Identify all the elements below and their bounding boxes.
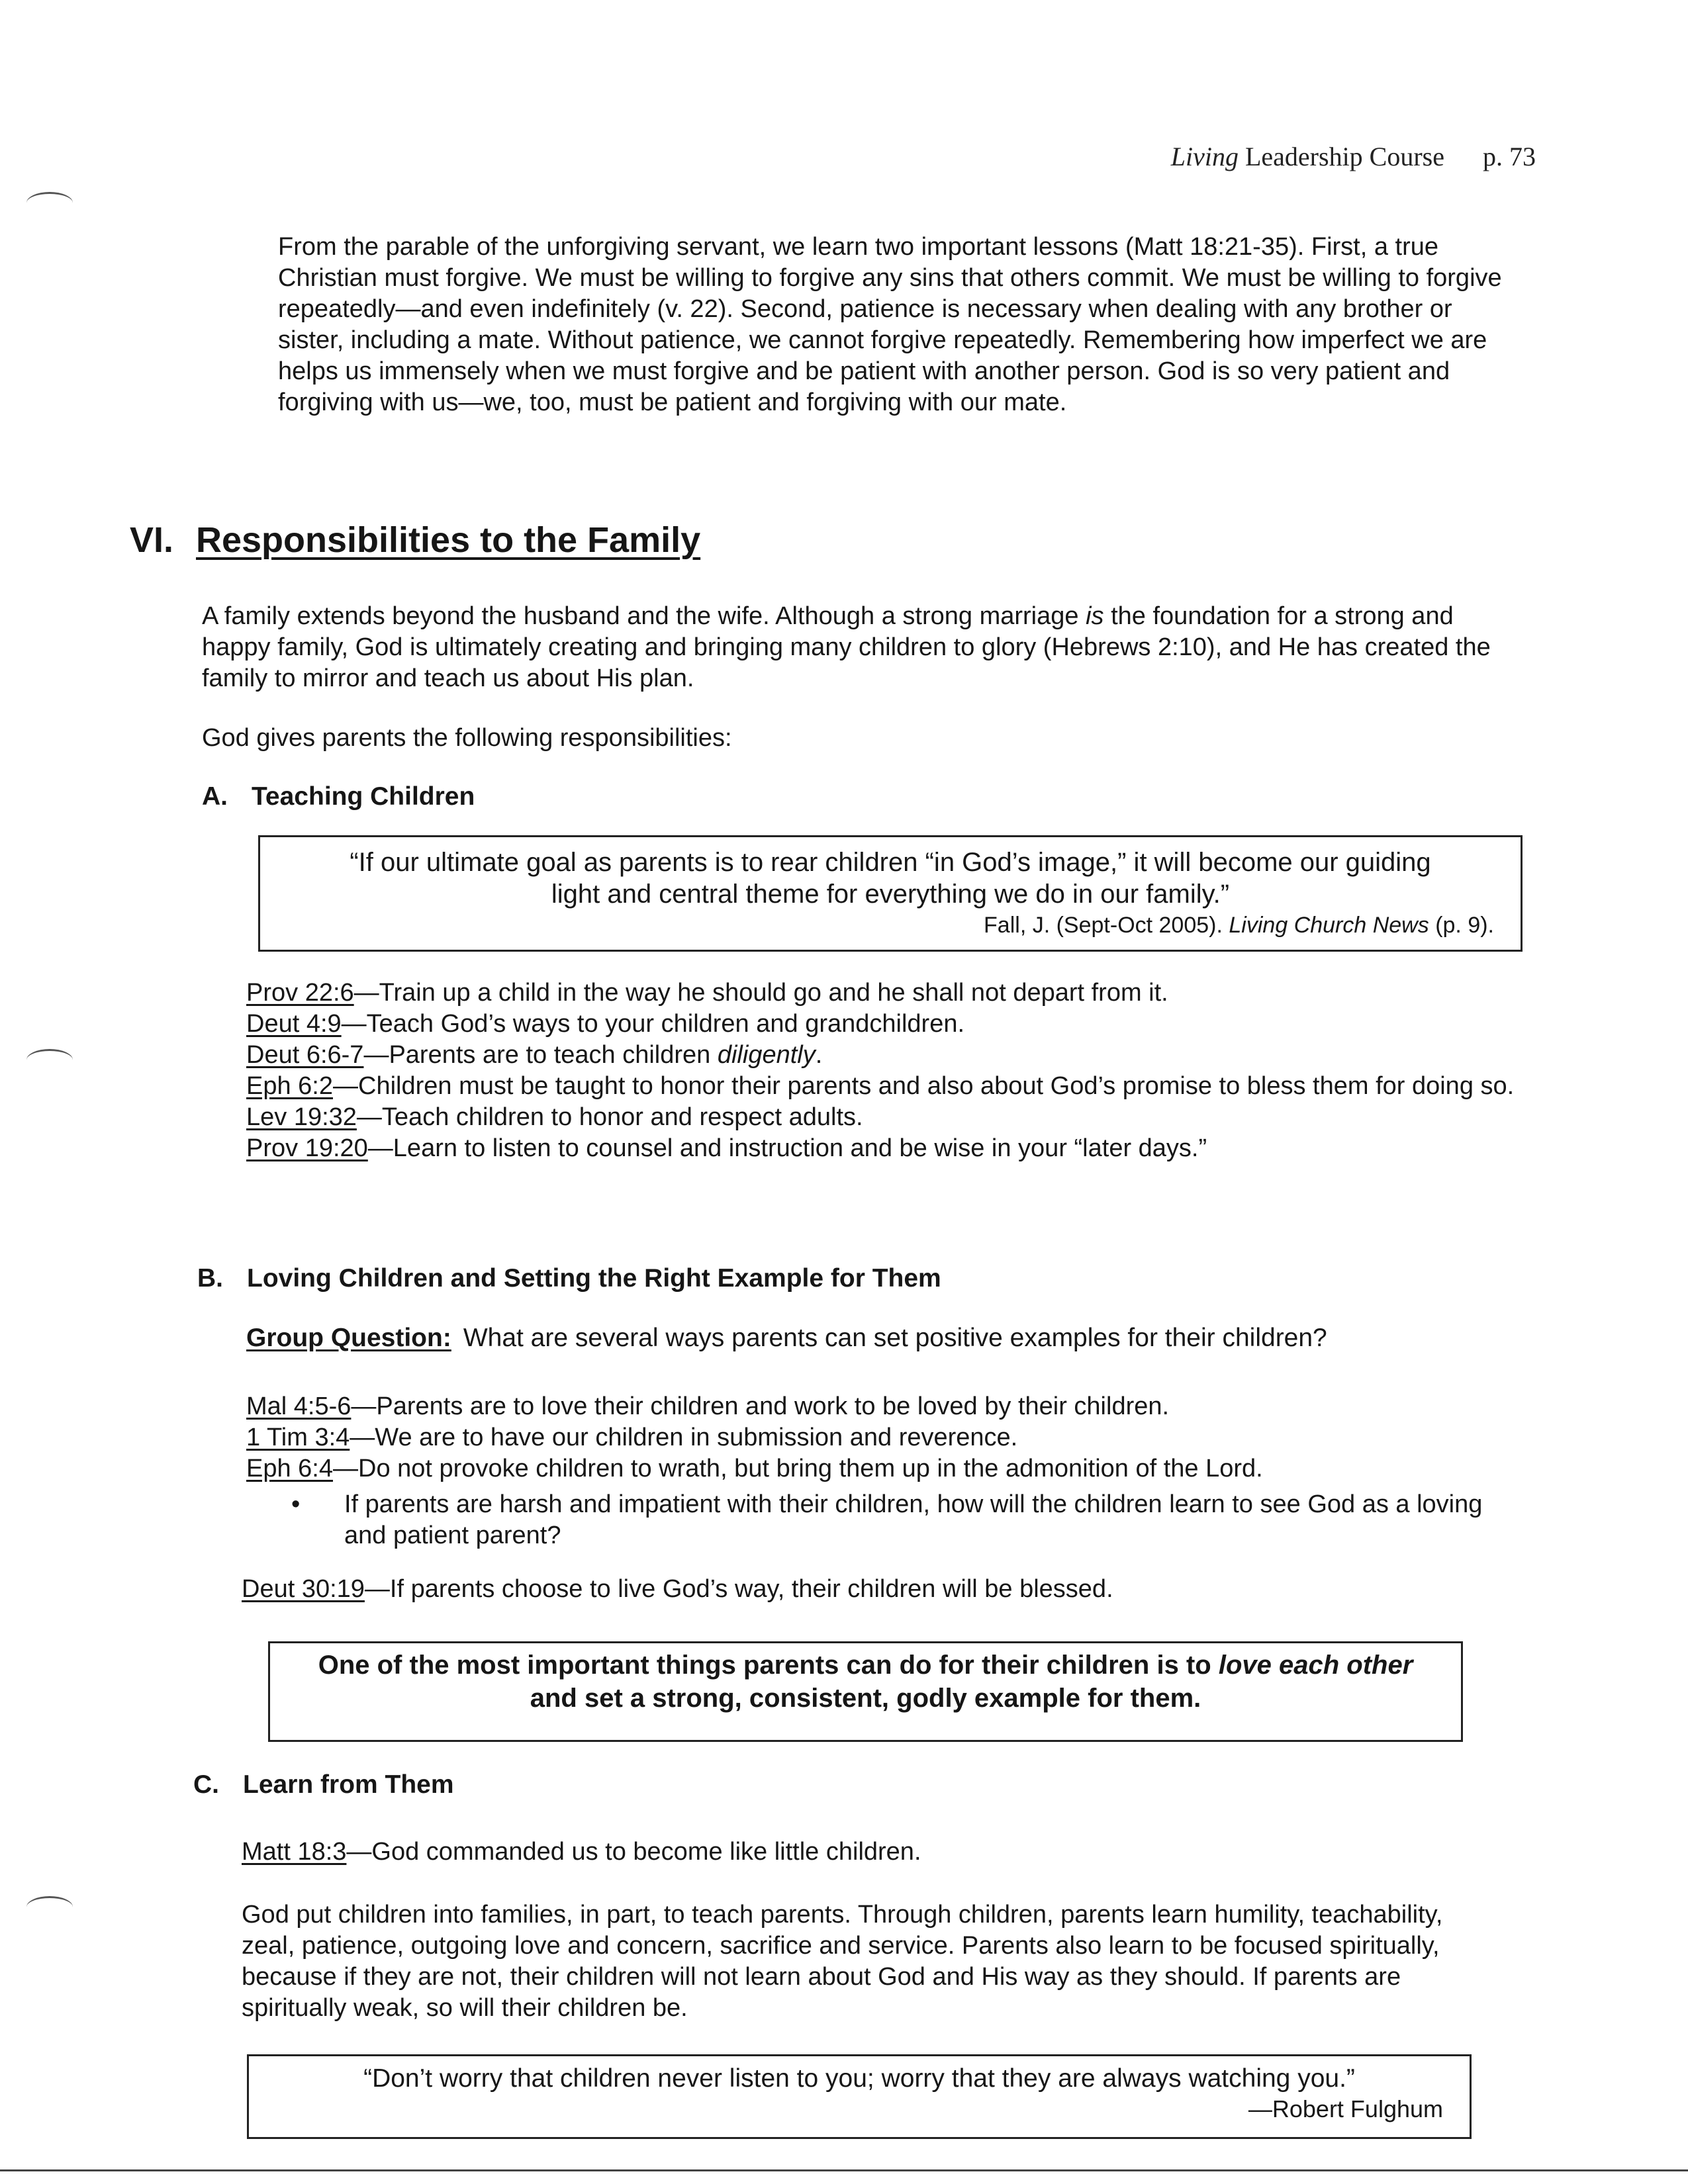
scripture-ref: Prov 19:20 [246, 1134, 368, 1162]
scripture-ref: Matt 18:3 [242, 1838, 347, 1866]
family-paragraph-b: the foundation for a strong and happy family, God is ultimately creating and bringing many children to glory (Hebrews 2:10), and He has created the family to mirror and teach us about His plan. [202, 602, 1491, 692]
quote-fall-cite-b: (p. 9). [1429, 913, 1494, 938]
scripture-row [246, 1391, 1524, 1422]
quote-box-fulghum [247, 2054, 1472, 2139]
section-heading [130, 520, 700, 561]
scripture-text: —We are to have our children in submission and reverence. [350, 1424, 1018, 1451]
scripture-text: —Teach children to honor and respect adults. [356, 1103, 863, 1131]
quote-fall-cite-a: Fall, J. (Sept-Oct 2005). [984, 913, 1229, 938]
footer-rule [0, 2169, 1688, 2171]
quote-fall-citation [287, 911, 1494, 939]
scripture-text: —Learn to listen to counsel and instruction and be wise in your “later days.” [367, 1134, 1207, 1162]
scripture-row [246, 1453, 1524, 1484]
scripture-ref: 1 Tim 3:4 [246, 1424, 350, 1451]
scripture-row [246, 1422, 1524, 1453]
emphasis-text-a: One of the most important things parents can do for their children is to [318, 1651, 1219, 1680]
responsibilities-intro: God gives parents the following responsibilities: [202, 724, 732, 752]
quote-box-fall [258, 835, 1523, 952]
quote-fulghum-citation: —Robert Fulghum [1248, 2095, 1443, 2122]
scripture-ref: Deut 30:19 [242, 1575, 365, 1603]
scripture-row [246, 1071, 1524, 1102]
scripture-text-end: . [815, 1041, 823, 1069]
scripture-row [246, 1009, 1524, 1040]
binder-hole-mark-bottom [26, 1896, 73, 1918]
family-paragraph-emphasis: is [1086, 602, 1104, 630]
scripture-emphasis: diligently [717, 1041, 816, 1069]
scripture-list-a [246, 978, 1524, 1164]
scripture-ref: Deut 6:6-7 [246, 1041, 364, 1069]
course-title-rest: Leadership Course [1238, 142, 1444, 171]
subheading-c-letter: C. [193, 1770, 219, 1799]
group-question [246, 1324, 1327, 1353]
section-title: Responsibilities to the Family [196, 520, 701, 560]
scripture-ref: Eph 6:4 [246, 1455, 333, 1482]
scripture-ref: Deut 4:9 [246, 1010, 342, 1038]
family-paragraph-a: A family extends beyond the husband and the wife. Although a strong marriage [202, 602, 1086, 630]
scripture-ref: Mal 4:5-6 [246, 1392, 352, 1420]
scripture-text: —Teach God’s ways to your children and grandchildren. [341, 1010, 965, 1038]
section-number: VI. [130, 520, 174, 560]
course-title-italic: Living [1170, 142, 1239, 171]
subheading-b-letter: B. [197, 1264, 223, 1293]
binder-hole-mark-top [26, 192, 73, 214]
subheading-a-title: Teaching Children [252, 782, 475, 811]
scripture-row [246, 1040, 1524, 1071]
bullet-icon: • [291, 1490, 301, 1518]
page-header [1171, 141, 1536, 172]
subheading-a-letter: A. [202, 782, 228, 811]
scripture-row [246, 1102, 1524, 1133]
subheading-b-title: Loving Children and Setting the Right Example for Them [247, 1264, 941, 1293]
bullet-item [291, 1489, 1516, 1551]
quote-fulghum-text: “Don’t worry that children never listen to you; worry that they are always watching you.” [363, 2064, 1355, 2093]
scripture-row [246, 1133, 1524, 1164]
subheading-c [193, 1770, 454, 1799]
subheading-a [202, 782, 475, 811]
scripture-list-b [246, 1391, 1524, 1484]
group-question-text: What are several ways parents can set positive examples for their children? [463, 1324, 1327, 1352]
emphasis-italic: love each other [1218, 1651, 1413, 1680]
intro-paragraph: From the parable of the unforgiving servant, we learn two important lessons (Matt 18:21-35). First, a true Christian must forgive. We must be willing to forgive any sins that others commit. We must be willing to forgive repeatedly—and even indefinitely (v. 22). Second, patience is necessary when dealing with any brother or sister, including a mate. Without patience, we cannot forgive repeatedly. Remembering how imperfect we are helps us immensely when we must forgive and be patient with another person. God is so very patient and forgiving with us—we, too, must be patient and forgiving with our mate. [278, 233, 1502, 416]
quote-fall-text: “If our ultimate goal as parents is to rear children “in God’s image,” it will become our guiding light and central theme for everything we do in our family.” [350, 848, 1431, 909]
bullet-text: If parents are harsh and impatient with their children, how will the children learn to see God as a loving and patient parent? [344, 1490, 1483, 1549]
scripture-ref: Eph 6:2 [246, 1072, 333, 1100]
scripture-text: —Parents are to teach children [363, 1041, 718, 1069]
emphasis-text-b: and set a strong, consistent, godly example for them. [530, 1684, 1201, 1713]
binder-hole-mark-middle [26, 1049, 73, 1071]
course-title [1171, 142, 1444, 171]
learn-paragraph: God put children into families, in part, to teach parents. Through children, parents learn humility, teachability, zeal, patience, outgoing love and concern, sacrifice and service. Parents also learn to be focused spiritually, because if they are not, their children will not learn about God and His way as they should. If parents are spiritually weak, so will their children be. [242, 1901, 1443, 2022]
scripture-text: —Train up a child in the way he should go and he shall not depart from it. [353, 979, 1168, 1007]
scripture-row [246, 978, 1524, 1009]
scripture-text: —Children must be taught to honor their parents and also about God’s promise to bless them for doing so. [333, 1072, 1515, 1100]
scripture-text: —If parents choose to live God’s way, their children will be blessed. [364, 1575, 1113, 1603]
emphasis-box [268, 1641, 1463, 1742]
scripture-text: —God commanded us to become like little children. [346, 1838, 921, 1866]
page-number: p. 73 [1483, 142, 1536, 171]
subheading-c-title: Learn from Them [243, 1770, 454, 1799]
group-question-label: Group Question: [246, 1324, 451, 1352]
matt-row [242, 1837, 921, 1868]
subheading-b [197, 1264, 941, 1293]
quote-fall-cite-italic: Living Church News [1229, 913, 1429, 938]
scripture-text: —Do not provoke children to wrath, but bring them up in the admonition of the Lord. [333, 1455, 1263, 1482]
scripture-ref: Prov 22:6 [246, 979, 354, 1007]
family-paragraph [202, 601, 1499, 694]
scripture-ref: Lev 19:32 [246, 1103, 357, 1131]
scripture-text: —Parents are to love their children and work to be loved by their children. [351, 1392, 1170, 1420]
deut-row [242, 1574, 1113, 1605]
